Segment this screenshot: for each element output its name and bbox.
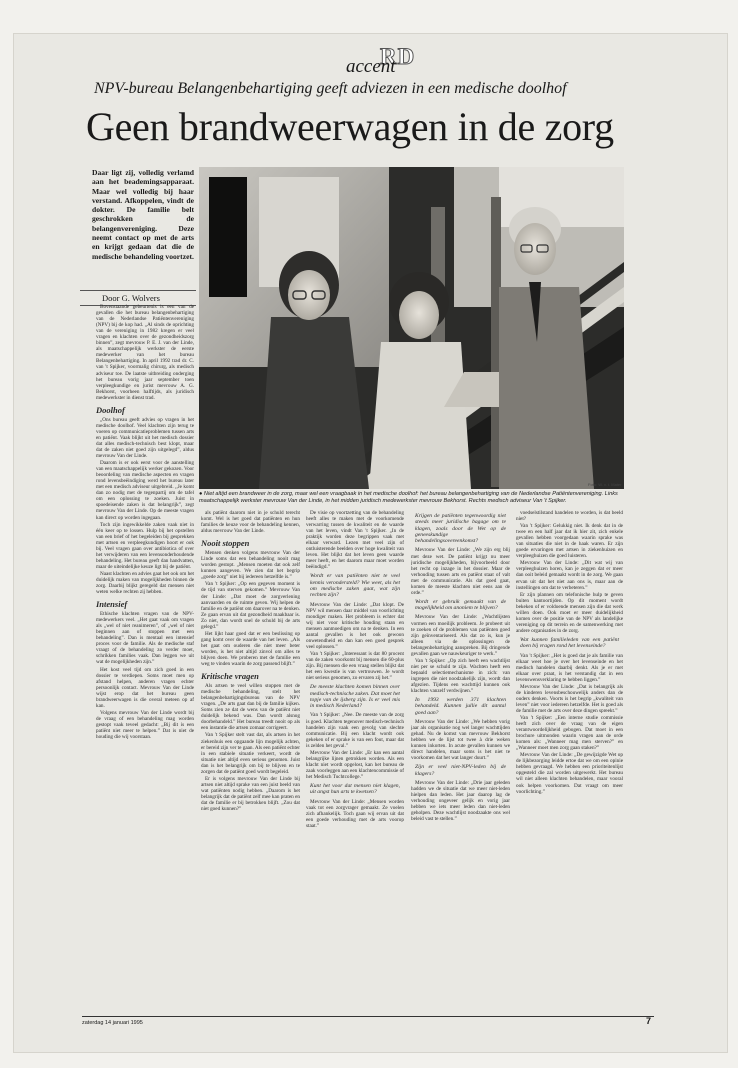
subheading: Doolhof [96, 404, 125, 415]
paragraph: Van 't Spijker: Gelukkig niet. Ik denk dat in de twee en een half jaar dat ik hier zit, zich enkele gevallen hebben voorgedaan waarin sprake was van situaties die niet in de haak waren. Er zijn goede ervaringen met artsen in ziekenhuizen en verpleeghuizen die goed luisteren. [516, 523, 623, 560]
paragraph: Ethische klachten vragen van de NPV-medewerkers veel. „Het gaat vaak om vragen als „wel of niet reanimeren”, of „wel of niet beginnen aan of stoppen met een behandeling”. Dan is mentaal een intensief proces voor de familie. Als de medische staf vraagt of de behandeling zo verder moet, schrikken families vaak. Dan leggen we uit wat de mogelijkheden zijn.” [96, 611, 194, 666]
interview-question: Wordt er gebruik gemaakt van de mogelijkheid om anoniem te blijven? [415, 598, 506, 612]
interview-question: De meeste klachten komen binnen over medisch-technische zaken. Dat moet het topje van de ijsberg zijn. Is er veel mis in medisch Nederland? [310, 684, 400, 710]
interview-question: In 1993 werden 371 klachten behandeld. Kunnen jullie dit aantal goed aan? [415, 697, 506, 716]
article-overline: NPV-bureau Belangenbehartiging geeft adviezen in een medische doolhof [94, 80, 567, 97]
paragraph: Mevrouw Van der Linde: „Er kan een aantal belangrijke lijnen getrokken worden. Als een klacht niet wordt opgelost, kan het bureau de zaak voorleggen aan een klachtencommissie of het Medisch Tuchtcollege.” [306, 749, 404, 780]
interview-question: Krijgen de patiënten tegenwoordig niet steeds meer juridische bagage om te klagen, zoals door de Wet op de geneeskundige behandelingsovereenkomst? [415, 513, 506, 545]
photo-caption: ● Niet altijd een brandweer in de zorg, maar wel een vraagbaak in het medische doolhof: het bureau belangenbehartiging van de Nederlandse Patiëntenvereniging. Links maatschappelijk werkster mevrouw Van der Linde, in het midden juridisch medewerkster mevrouw Bekhorst. Rechts medisch adviseur Van 't Spijker. [199, 491, 618, 504]
paragraph: Van 't Spijker: „Het is goed dat je als familie van elkaar weet hoe je over het levenseinde en het medisch handelen daarbij denkt. Als je er met elkaar over praat, is het verstandig dat in een levenswensverklaring te hebben liggen.” [516, 652, 623, 683]
paragraph: Van 't Spijker: „Nee. De meeste van de zorg is goed. Klachten tegenover medisch-technisch handelen zijn vaak een gevolg van slechte communicatie. Bij een klacht wordt ook gekeken of er sprake is van een fout, maar dat is zelden het geval.” [306, 712, 404, 749]
paragraph: Naast klachten en advies gaat het ook om het duidelijk maken van mogelijkheden binnen de zorg. Daarbij blijkt geregeld dat mensen niet weten welke rechten zij hebben. [96, 570, 194, 596]
paragraph: Toch zijn ingewikkelde zaken vaak niet in één keer op te lossen. Hulp bij het opstellen van een brief of het begeleiden bij gesprekken met artsen en verpleegkundigen hoort er ook bij. Veel vragen gaan over antibiotica of over het verwijderen van een levensonderhoudende behandeling. Het bureau geeft dan handvatten, maar de uiteindelijke keuze ligt bij de patiënt. [96, 521, 194, 570]
photo-credit: Foto: W. v. t. Mater [588, 482, 622, 487]
paragraph: Mevrouw Van der Linde: „We zijn erg blij met deze wet. De patiënt krijgt nu meer juridische mogelijkheden, bijvoorbeeld door het recht op inzage in het dossier. Maar de verhouding tussen arts en patiënt staat of valt met de communicatie. Als dat goed gaat, komen de meeste klachten niet eens aan de orde.” [411, 547, 510, 596]
paragraph: Van 't Spijker: „Interessant is dat 80 procent van de zaken voorkomt bij mensen die 60-plus zijn. Bij mensen die een vraag stellen blijkt dat het een kwestie is van vertrouwen. Je wordt niet serieus genomen, zo ervaren zij het.” [306, 651, 404, 682]
paragraph: voedselstilstand handelen te worden, is dat beeld niet? [516, 510, 623, 523]
interview-question: Zijn er veel niet-NPV-leden bij de klagers? [415, 764, 506, 777]
section-logo: RD [380, 44, 416, 69]
paragraph: Mevrouw Van der Linde: „We hebben vorig jaar als organisatie nog wel langer wachttijden gehad. Nu de komst van mevrouw Bekhorst hebben we de lijst tot twee à drie weken kunnen inkorten. In acute gevallen kunnen we direct handelen, maar soms is het niet te voorkomen dat het wat langer duurt.” [411, 718, 510, 762]
article-column-2 [201, 510, 300, 1012]
article-intro: Daar ligt zij, volledig verlamd aan het beademingsapparaat. Maar wel volledig bij haar verstand. Afkoppelen, vindt de dokter. De familie belt geschrokken de belangenvereniging. Deze neemt contact op met de arts en krijgt gedaan dat die de medische behandeling voortzet. [92, 168, 194, 261]
section-label: accent [346, 56, 396, 77]
paragraph: Bovenstaande gebeurtenis is een van de gevallen die het bureau belangenbehartiging van de Nederlandse Patiëntenvereniging (NPV) bij de kop had. „Al sinds de oprichting van de vereniging in 1982 kregen er veel vragen en klachten over de gezondheidszorg binnen”, zegt mevrouw P. E. J. van der Linde, als maatschappelijk werkster de eerste medewerker van het bureau Belangenbehartiging. In april 1992 trad dr. C. van 't Spijker, voormalig chirurg, als medisch adviseur toe. De laatste uitbreiding onderging het bureau vorig jaar september toen verpleegkundige en jurist mevrouw A. G. Bekhorst, voorheen halftijds, als juridisch medewerkster in dienst trad. [96, 304, 194, 401]
paragraph: De visie op voortzetting van de behandeling heeft alles te maken met de voorkomende verwarring tussen de kwaliteit en de waarde van het leven, vindt Van 't Spijker. „In de praktijk worden deze begrippen vaak met elkaar verward. Lezen met veel zijn of ontluisterende beelden over hoge kwaliteit van leven. Het blijkt dat het leven geen waarde meer heeft, en het daarom maar moet worden beëindigd.” [306, 510, 404, 571]
photo-illustration [199, 167, 624, 489]
subheading: Kritische vragen [201, 671, 259, 682]
paragraph: Mevrouw Van der Linde: „Drie jaar geleden hadden we de situatie dat we meer niet-leden hielpen dan leden. Het jaar daarop lag de verhouding ongeveer gelijk en vorig jaar hebben we iets meer leden dan niet-leden geholpen. Deze wachtlijst noodzaakte ons wel beleid vast te stellen.” [411, 779, 510, 823]
article-column-1 [96, 304, 194, 1012]
article-headline: Geen brandweerwagen in de zorg [86, 104, 614, 149]
footer-rule [82, 1016, 654, 1017]
subheading: Intensief [96, 599, 128, 610]
paragraph: Daarom is er ook eerst voor de aanstelling van een maatschappelijk werker gekozen. Voor beoordeling van medische aspecten en vragen rond levensbeëindiging werd het bureau later met een medisch adviseur uitgebreid. ,,Je komt dan zo nodig met de tegenpartij om de tafel om een oplossing te zoeken. Juist in spoedeisende zaken is dat belangrijk”, zegt mevrouw Van der Linde. Op de meeste vragen kan direct op worden ingegaan. [96, 460, 194, 521]
paragraph: Mevrouw Van der Linde: „Dat klopt. De NPV wil mensen daar middel van voorlichting mondiger maken. Het probleem is echter dat wij niet voor kritische houding staan en mensen aanmoedigen om na te denken. In een aantal gevallen is het ook gewoon onwetendheid en dan kan een goed gesprek veel oplossen.” [306, 601, 404, 650]
section-masthead [332, 42, 422, 78]
paragraph: als patiënt daarom niet in je schuld terecht komt. Wel is het goed dat patiënten en hun families de keuze voor de behandeling kennen, aldus mevrouw Van der Linde. [201, 510, 300, 535]
interview-question: Wordt er van patiënten niet te veel kennis verondersteld? Wie weet, als het om medische zaken gaat, wat zijn rechten zijn? [310, 573, 400, 599]
byline: Door G. Wolvers [80, 290, 196, 306]
paragraph: Van 't Spijker: „Op een gegeven moment is de tijd van sterven gekomen.” Mevrouw Van der Linde: „Dat moet de zorgverlening aanvaarden en de ruimte geven. Wij helpen de familie en de patiënt om daarover na te denken. Ze gaan ervan uit dat gezondheid maakbaar is. Zo niet, dan wordt snel de schuld bij de arts gelegd.” [201, 581, 300, 630]
subheading: Nooit stoppen [201, 538, 250, 549]
paragraph: Volgens mevrouw Van der Linde wordt bij de vraag of een behandeling mag worden gestopt vaak teveel gedacht: „Bij dit is een patiënt niet meer te helpen.” Dat is niet de houding die wij voorstaan. [96, 709, 194, 741]
paragraph: Als artsen te veel willen stoppen met de medische behandeling, stelt het belangenbehartigingsbureau van de NPV vragen. „De arts gaat dan bij de familie kijken. Soms zien ze dat de wens van de patiënt niet duidelijk bekend was. Dan wordt alsnog doorbehandeld.” Het bureau treedt nooit op als een instantie die artsen zomaar corrigeert. [201, 683, 300, 732]
interview-question: Wat kunnen familieleden van een patiënt doen bij vragen rond het levenseinde? [520, 636, 619, 650]
page-number: 7 [646, 1016, 652, 1026]
article-column-5 [516, 510, 623, 1012]
paragraph: „Ons bureau geeft advies op vragen in het medische doolhof. Veel klachten zijn terug te voeren op communicatieproblemen tussen arts en patiënt. Vaak blijkt uit het medisch dossier dat alles medisch-technisch best klopt, maar dat de zaken niet goed zijn uitgelegd”, aldus mevrouw Van der Linde. [96, 416, 194, 460]
paragraph: Mensen denken volgens mevrouw Van der Linde soms dat een behandeling nooit mag worden gestopt. „Mensen moeten dat ook zelf kunnen aangeven. We zien dat het begrip „goede zorg” niet bij iedereen hetzelfde is.” [201, 550, 300, 581]
paragraph: Mevrouw Van der Linde: „Mensen worden vaak tot een zorgvrager gemaakt. Ze voelen zich afhankelijk. Toch gaan wij ervan uit dat een goede verhouding met de arts voorop staat.” [306, 798, 404, 829]
paragraph: Mevrouw Van der Linde: „Dit wat wij van verpleeghuizen horen, kan je zeggen dat er meer dan ooit beleid gemaakt wordt in de zorg. We gaan ervan uit dat het niet aan ons is, maar aan de instellingen om dat te verbeteren.” [516, 560, 623, 591]
paragraph: Het lijkt haar goed dat er een beslissing op gang komt over de waarde van het leven. „Als het gaat om ouderen die niet meer beter worden, is het niet altijd zinvol om alles te blijven doen. We proberen met de familie een weg te vinden waarin de zorg passend blijft.” [201, 630, 300, 668]
paragraph: Mevrouw Van der Linde: „De gewijzigde Wet op de lijkbezorging leidde ertoe dat we om een opinie hebben gevraagd. We hebben een prioriteitenlijst opgesteld die zal worden uitgewerkt. Het bureau wil niet alleen klachten behandelen, maar vooral ook helpen voorkomen. Dat vraagt om meer voorlichting.” [516, 752, 623, 795]
article-column-4 [411, 510, 510, 1012]
article-column-3 [306, 510, 404, 1012]
paragraph: Het kost veel tijd om zich goed in een dossier te verdiepen. Soms moet men op afstand helpen, anderen vragen echter persoonlijk contact. Mevrouw Van der Linde wijst erop dat het bureau geen brandweerwagen is die overal meteen op af kan. [96, 666, 194, 709]
paragraph: Mevrouw Van der Linde: „Dat is belangrijk als de kinderen levensbeschouwelijk anders dan de ouders denken. Voorts is het begrip „kwaliteit van leven” niet voor iedereen hetzelfde. Het is goed als de familie met de arts over deze dingen spreekt.” [516, 683, 623, 714]
paragraph: Van 't Spijker: „Op zich heeft een wachtlijst niet per se schuld te zijn. Wachten heeft een bepaald selectiemechanisme in zich: van ingrepen die niet noodzakelijk zijn, wordt dan afgezien. Tijdens een wachttijd kunnen ook klachten vanzelf verdwijnen.” [411, 657, 510, 695]
paragraph: Er is volgens mevrouw Van der Linde bij artsen niet altijd sprake van een juist beeld van wat patiënten nodig hebben. „Daarom is het belangrijk dat de patiënt zelf mee kan praten en dat de familie er bij betrokken blijft. „Zou dat niet goed kunnen?” [201, 775, 300, 813]
interview-question: Kunt het voor dat mensen niet klagen, uit angst hun arts te kwetsen? [310, 782, 400, 796]
footer-date: zaterdag 14 januari 1995 [82, 1020, 143, 1026]
paragraph: Van 't Spijker: „Een interne studie commissie heeft zich over de vraag van de eigen verantwoordelijkheid gebogen. Dat moet in een brochure uitmonden waarin vragen aan de orde komen als: „Wanneer mag men sterven?” en „Wanneer moet men zorg gaan staken?” [516, 715, 623, 752]
paragraph: Mevrouw Van der Linde: „Wachtlijsten vormen een moeilijk probleem. Je probeert uit te zoeken of de problemen van patiënten goed zijn geïnventariseerd. Als dat zo is, kun je alleen via de oplossingen de belangenbehartiging aanspreken. Bij dringende gevallen gaan we nauwkeuriger te werk.” [411, 614, 510, 657]
paragraph: Van 't Spijker stelt vast dat, als artsen in het ziekenhuis een opgaande lijn mogelijk achten, er bereid zijn ver te gaan. Als een patiënt echter in een stabiele situatie verkeert, wordt de situatie niet altijd even serieus genomen. Juist dan is het belangrijk om bij te blijven en te zorgen dat de patiënt goed wordt begeleid. [201, 732, 300, 775]
article-photo [199, 167, 624, 489]
paragraph: Er zijn plannen om telefonische hulp te geven buiten kantoortijden. Op dit moment wordt bekeken of er voldoende mensen zijn die dat werk willen doen. Ook moet er meer duidelijkheid komen over de positie van de NPV als landelijke vereniging op dit terrein en de samenwerking met andere organisaties in de zorg. [516, 591, 623, 634]
